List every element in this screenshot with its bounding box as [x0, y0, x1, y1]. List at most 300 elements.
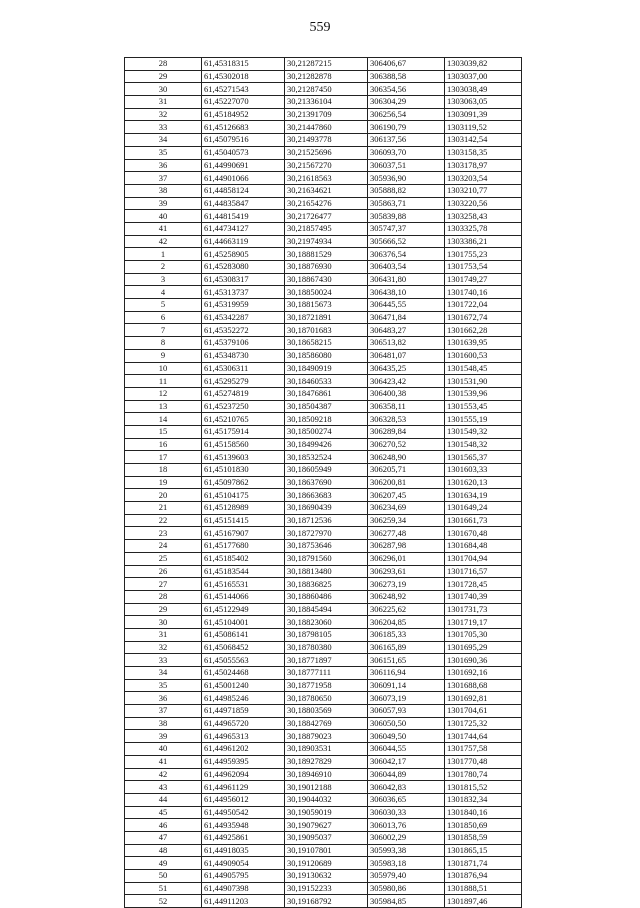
table-row — [125, 362, 522, 375]
latitude-cell: 61,44962094 — [202, 768, 285, 781]
point-number-cell: 27 — [125, 578, 202, 591]
latitude-cell: 61,45258905 — [202, 248, 285, 261]
latitude-cell: 61,45101830 — [202, 464, 285, 477]
x-coordinate-cell: 306304,29 — [368, 96, 445, 109]
latitude-cell: 61,45086141 — [202, 628, 285, 641]
longitude-cell: 30,21447860 — [285, 121, 368, 134]
table-row — [125, 387, 522, 400]
point-number-cell: 8 — [125, 337, 202, 350]
point-number-cell: 43 — [125, 781, 202, 794]
x-coordinate-cell: 306036,65 — [368, 793, 445, 806]
table-row — [125, 146, 522, 159]
x-coordinate-cell: 306091,14 — [368, 679, 445, 692]
x-coordinate-cell: 305666,52 — [368, 235, 445, 248]
latitude-cell: 61,44905795 — [202, 870, 285, 883]
latitude-cell: 61,45040573 — [202, 146, 285, 159]
point-number-cell: 31 — [125, 96, 202, 109]
y-coordinate-cell: 1301684,48 — [445, 540, 522, 553]
table-row — [125, 540, 522, 553]
x-coordinate-cell: 306225,62 — [368, 603, 445, 616]
x-coordinate-cell: 306205,71 — [368, 464, 445, 477]
point-number-cell: 4 — [125, 286, 202, 299]
x-coordinate-cell: 306050,50 — [368, 717, 445, 730]
y-coordinate-cell: 1301692,81 — [445, 692, 522, 705]
x-coordinate-cell: 306049,50 — [368, 730, 445, 743]
longitude-cell: 30,21336104 — [285, 96, 368, 109]
point-number-cell: 25 — [125, 552, 202, 565]
latitude-cell: 61,44911203 — [202, 895, 285, 908]
point-number-cell: 36 — [125, 159, 202, 172]
latitude-cell: 61,44950542 — [202, 806, 285, 819]
y-coordinate-cell: 1303091,39 — [445, 108, 522, 121]
latitude-cell: 61,45175914 — [202, 425, 285, 438]
point-number-cell: 39 — [125, 730, 202, 743]
latitude-cell: 61,44815419 — [202, 210, 285, 223]
longitude-cell: 30,21493778 — [285, 134, 368, 147]
latitude-cell: 61,44901066 — [202, 172, 285, 185]
longitude-cell: 30,18712536 — [285, 514, 368, 527]
longitude-cell: 30,21287215 — [285, 58, 368, 71]
y-coordinate-cell: 1301649,24 — [445, 502, 522, 515]
x-coordinate-cell: 306093,70 — [368, 146, 445, 159]
longitude-cell: 30,18836825 — [285, 578, 368, 591]
latitude-cell: 61,45210765 — [202, 413, 285, 426]
y-coordinate-cell: 1301719,17 — [445, 616, 522, 629]
y-coordinate-cell: 1301672,74 — [445, 311, 522, 324]
table-row — [125, 527, 522, 540]
latitude-cell: 61,45139603 — [202, 451, 285, 464]
table-row — [125, 679, 522, 692]
latitude-cell: 61,45104001 — [202, 616, 285, 629]
page-number: 559 — [309, 20, 331, 35]
longitude-cell: 30,18860486 — [285, 590, 368, 603]
table-row — [125, 654, 522, 667]
latitude-cell: 61,45122949 — [202, 603, 285, 616]
y-coordinate-cell: 1301740,16 — [445, 286, 522, 299]
table-row — [125, 464, 522, 477]
x-coordinate-cell: 306483,27 — [368, 324, 445, 337]
point-number-cell: 41 — [125, 222, 202, 235]
longitude-cell: 30,18727970 — [285, 527, 368, 540]
latitude-cell: 61,44858124 — [202, 184, 285, 197]
longitude-cell: 30,18842769 — [285, 717, 368, 730]
point-number-cell: 35 — [125, 679, 202, 692]
y-coordinate-cell: 1301850,69 — [445, 819, 522, 832]
point-number-cell: 7 — [125, 324, 202, 337]
table-row — [125, 514, 522, 527]
latitude-cell: 61,44965313 — [202, 730, 285, 743]
longitude-cell: 30,18927829 — [285, 755, 368, 768]
longitude-cell: 30,21634621 — [285, 184, 368, 197]
table-row — [125, 870, 522, 883]
longitude-cell: 30,19168792 — [285, 895, 368, 908]
y-coordinate-cell: 1301553,45 — [445, 400, 522, 413]
x-coordinate-cell: 306190,79 — [368, 121, 445, 134]
latitude-cell: 61,45313737 — [202, 286, 285, 299]
x-coordinate-cell: 305984,85 — [368, 895, 445, 908]
x-coordinate-cell: 306037,51 — [368, 159, 445, 172]
y-coordinate-cell: 1301840,16 — [445, 806, 522, 819]
point-number-cell: 47 — [125, 831, 202, 844]
point-number-cell: 10 — [125, 362, 202, 375]
longitude-cell: 30,18823060 — [285, 616, 368, 629]
latitude-cell: 61,44918035 — [202, 844, 285, 857]
latitude-cell: 61,45104175 — [202, 489, 285, 502]
y-coordinate-cell: 1303325,78 — [445, 222, 522, 235]
longitude-cell: 30,21974934 — [285, 235, 368, 248]
table-row — [125, 121, 522, 134]
x-coordinate-cell: 306406,67 — [368, 58, 445, 71]
latitude-cell: 61,45165531 — [202, 578, 285, 591]
x-coordinate-cell: 306431,80 — [368, 273, 445, 286]
longitude-cell: 30,18798105 — [285, 628, 368, 641]
x-coordinate-cell: 306165,89 — [368, 641, 445, 654]
y-coordinate-cell: 1301871,74 — [445, 857, 522, 870]
latitude-cell: 61,44959395 — [202, 755, 285, 768]
longitude-cell: 30,18460533 — [285, 375, 368, 388]
latitude-cell: 61,44734127 — [202, 222, 285, 235]
table-row — [125, 692, 522, 705]
point-number-cell: 38 — [125, 717, 202, 730]
y-coordinate-cell: 1301600,53 — [445, 349, 522, 362]
longitude-cell: 30,18637690 — [285, 476, 368, 489]
longitude-cell: 30,21618563 — [285, 172, 368, 185]
y-coordinate-cell: 1301865,15 — [445, 844, 522, 857]
y-coordinate-cell: 1303386,21 — [445, 235, 522, 248]
y-coordinate-cell: 1303119,52 — [445, 121, 522, 134]
point-number-cell: 14 — [125, 413, 202, 426]
y-coordinate-cell: 1301716,57 — [445, 565, 522, 578]
point-number-cell: 28 — [125, 590, 202, 603]
point-number-cell: 42 — [125, 235, 202, 248]
table-row — [125, 159, 522, 172]
longitude-cell: 30,18586080 — [285, 349, 368, 362]
longitude-cell: 30,18813480 — [285, 565, 368, 578]
x-coordinate-cell: 306328,53 — [368, 413, 445, 426]
y-coordinate-cell: 1301549,32 — [445, 425, 522, 438]
y-coordinate-cell: 1301858,59 — [445, 831, 522, 844]
table-row — [125, 730, 522, 743]
longitude-cell: 30,18658215 — [285, 337, 368, 350]
coordinates-table — [124, 57, 522, 908]
longitude-cell: 30,18815673 — [285, 299, 368, 312]
x-coordinate-cell: 305979,40 — [368, 870, 445, 883]
table-row — [125, 793, 522, 806]
x-coordinate-cell: 306116,94 — [368, 667, 445, 680]
y-coordinate-cell: 1301888,51 — [445, 882, 522, 895]
longitude-cell: 30,19012188 — [285, 781, 368, 794]
x-coordinate-cell: 306044,89 — [368, 768, 445, 781]
point-number-cell: 29 — [125, 70, 202, 83]
x-coordinate-cell: 306200,81 — [368, 476, 445, 489]
point-number-cell: 39 — [125, 197, 202, 210]
x-coordinate-cell: 306042,83 — [368, 781, 445, 794]
point-number-cell: 24 — [125, 540, 202, 553]
point-number-cell: 41 — [125, 755, 202, 768]
longitude-cell: 30,18490919 — [285, 362, 368, 375]
longitude-cell: 30,18850024 — [285, 286, 368, 299]
y-coordinate-cell: 1301692,16 — [445, 667, 522, 680]
x-coordinate-cell: 305839,88 — [368, 210, 445, 223]
longitude-cell: 30,21391709 — [285, 108, 368, 121]
y-coordinate-cell: 1301780,74 — [445, 768, 522, 781]
y-coordinate-cell: 1301670,48 — [445, 527, 522, 540]
point-number-cell: 30 — [125, 83, 202, 96]
point-number-cell: 12 — [125, 387, 202, 400]
y-coordinate-cell: 1301704,61 — [445, 705, 522, 718]
point-number-cell: 37 — [125, 705, 202, 718]
latitude-cell: 61,45158560 — [202, 438, 285, 451]
longitude-cell: 30,19130632 — [285, 870, 368, 883]
latitude-cell: 61,45283080 — [202, 261, 285, 274]
longitude-cell: 30,18504387 — [285, 400, 368, 413]
table-row — [125, 641, 522, 654]
longitude-cell: 30,18791560 — [285, 552, 368, 565]
x-coordinate-cell: 306030,33 — [368, 806, 445, 819]
point-number-cell: 29 — [125, 603, 202, 616]
latitude-cell: 61,45079516 — [202, 134, 285, 147]
latitude-cell: 61,45227070 — [202, 96, 285, 109]
longitude-cell: 30,18771897 — [285, 654, 368, 667]
y-coordinate-cell: 1301740,39 — [445, 590, 522, 603]
table-row — [125, 108, 522, 121]
point-number-cell: 38 — [125, 184, 202, 197]
y-coordinate-cell: 1303142,54 — [445, 134, 522, 147]
latitude-cell: 61,45319959 — [202, 299, 285, 312]
table-row — [125, 235, 522, 248]
point-number-cell: 40 — [125, 210, 202, 223]
point-number-cell: 15 — [125, 425, 202, 438]
latitude-cell: 61,45318315 — [202, 58, 285, 71]
point-number-cell: 11 — [125, 375, 202, 388]
x-coordinate-cell: 306403,54 — [368, 261, 445, 274]
point-number-cell: 9 — [125, 349, 202, 362]
longitude-cell: 30,18780380 — [285, 641, 368, 654]
x-coordinate-cell: 306248,92 — [368, 590, 445, 603]
x-coordinate-cell: 306234,69 — [368, 502, 445, 515]
x-coordinate-cell: 305983,18 — [368, 857, 445, 870]
latitude-cell: 61,45302018 — [202, 70, 285, 83]
latitude-cell: 61,45306311 — [202, 362, 285, 375]
x-coordinate-cell: 306073,19 — [368, 692, 445, 705]
point-number-cell: 34 — [125, 667, 202, 680]
table-row — [125, 616, 522, 629]
longitude-cell: 30,18881529 — [285, 248, 368, 261]
x-coordinate-cell: 306151,65 — [368, 654, 445, 667]
y-coordinate-cell: 1301688,68 — [445, 679, 522, 692]
latitude-cell: 61,45308317 — [202, 273, 285, 286]
point-number-cell: 5 — [125, 299, 202, 312]
point-number-cell: 36 — [125, 692, 202, 705]
latitude-cell: 61,45068452 — [202, 641, 285, 654]
x-coordinate-cell: 306445,55 — [368, 299, 445, 312]
table-row — [125, 476, 522, 489]
y-coordinate-cell: 1301744,64 — [445, 730, 522, 743]
longitude-cell: 30,18663683 — [285, 489, 368, 502]
point-number-cell: 2 — [125, 261, 202, 274]
point-number-cell: 37 — [125, 172, 202, 185]
x-coordinate-cell: 306296,01 — [368, 552, 445, 565]
table-row — [125, 857, 522, 870]
table-row — [125, 349, 522, 362]
latitude-cell: 61,45177680 — [202, 540, 285, 553]
x-coordinate-cell: 306400,38 — [368, 387, 445, 400]
x-coordinate-cell: 306423,42 — [368, 375, 445, 388]
latitude-cell: 61,45144066 — [202, 590, 285, 603]
x-coordinate-cell: 306185,33 — [368, 628, 445, 641]
y-coordinate-cell: 1301555,19 — [445, 413, 522, 426]
y-coordinate-cell: 1301661,73 — [445, 514, 522, 527]
table-row — [125, 438, 522, 451]
x-coordinate-cell: 306354,56 — [368, 83, 445, 96]
x-coordinate-cell: 305888,82 — [368, 184, 445, 197]
latitude-cell: 61,45126683 — [202, 121, 285, 134]
latitude-cell: 61,44909054 — [202, 857, 285, 870]
table-row — [125, 324, 522, 337]
point-number-cell: 52 — [125, 895, 202, 908]
x-coordinate-cell: 306137,56 — [368, 134, 445, 147]
longitude-cell: 30,18605949 — [285, 464, 368, 477]
longitude-cell: 30,18780650 — [285, 692, 368, 705]
longitude-cell: 30,18721891 — [285, 311, 368, 324]
x-coordinate-cell: 306044,55 — [368, 743, 445, 756]
latitude-cell: 61,45274819 — [202, 387, 285, 400]
table-row — [125, 286, 522, 299]
point-number-cell: 20 — [125, 489, 202, 502]
x-coordinate-cell: 306481,07 — [368, 349, 445, 362]
longitude-cell: 30,21525696 — [285, 146, 368, 159]
table-row — [125, 299, 522, 312]
latitude-cell: 61,45183544 — [202, 565, 285, 578]
table-row — [125, 184, 522, 197]
y-coordinate-cell: 1301755,23 — [445, 248, 522, 261]
point-number-cell: 22 — [125, 514, 202, 527]
latitude-cell: 61,45055563 — [202, 654, 285, 667]
x-coordinate-cell: 306248,90 — [368, 451, 445, 464]
longitude-cell: 30,19059019 — [285, 806, 368, 819]
point-number-cell: 23 — [125, 527, 202, 540]
table-row — [125, 781, 522, 794]
x-coordinate-cell: 306259,34 — [368, 514, 445, 527]
table-row — [125, 400, 522, 413]
longitude-cell: 30,18701683 — [285, 324, 368, 337]
point-number-cell: 33 — [125, 121, 202, 134]
longitude-cell: 30,18500274 — [285, 425, 368, 438]
latitude-cell: 61,45237250 — [202, 400, 285, 413]
latitude-cell: 61,44961202 — [202, 743, 285, 756]
y-coordinate-cell: 1301539,96 — [445, 387, 522, 400]
y-coordinate-cell: 1301690,36 — [445, 654, 522, 667]
point-number-cell: 51 — [125, 882, 202, 895]
table-row — [125, 425, 522, 438]
latitude-cell: 61,44990691 — [202, 159, 285, 172]
y-coordinate-cell: 1301832,34 — [445, 793, 522, 806]
point-number-cell: 1 — [125, 248, 202, 261]
latitude-cell: 61,45348730 — [202, 349, 285, 362]
y-coordinate-cell: 1301634,19 — [445, 489, 522, 502]
longitude-cell: 30,19079627 — [285, 819, 368, 832]
longitude-cell: 30,18845494 — [285, 603, 368, 616]
longitude-cell: 30,18946910 — [285, 768, 368, 781]
table-row — [125, 628, 522, 641]
y-coordinate-cell: 1301897,46 — [445, 895, 522, 908]
table-row — [125, 197, 522, 210]
table-row — [125, 806, 522, 819]
x-coordinate-cell: 306438,10 — [368, 286, 445, 299]
latitude-cell: 61,44965720 — [202, 717, 285, 730]
point-number-cell: 28 — [125, 58, 202, 71]
table-row — [125, 502, 522, 515]
longitude-cell: 30,18867430 — [285, 273, 368, 286]
x-coordinate-cell: 306376,54 — [368, 248, 445, 261]
table-row — [125, 311, 522, 324]
y-coordinate-cell: 1301757,58 — [445, 743, 522, 756]
longitude-cell: 30,18879023 — [285, 730, 368, 743]
point-number-cell: 32 — [125, 641, 202, 654]
table-row — [125, 705, 522, 718]
y-coordinate-cell: 1301753,54 — [445, 261, 522, 274]
latitude-cell: 61,45097862 — [202, 476, 285, 489]
y-coordinate-cell: 1301770,48 — [445, 755, 522, 768]
y-coordinate-cell: 1303220,56 — [445, 197, 522, 210]
y-coordinate-cell: 1303038,49 — [445, 83, 522, 96]
y-coordinate-cell: 1301695,29 — [445, 641, 522, 654]
table-row — [125, 413, 522, 426]
x-coordinate-cell: 305980,86 — [368, 882, 445, 895]
point-number-cell: 50 — [125, 870, 202, 883]
latitude-cell: 61,45295279 — [202, 375, 285, 388]
point-number-cell: 34 — [125, 134, 202, 147]
y-coordinate-cell: 1301728,45 — [445, 578, 522, 591]
y-coordinate-cell: 1303158,35 — [445, 146, 522, 159]
longitude-cell: 30,21282878 — [285, 70, 368, 83]
table-row — [125, 578, 522, 591]
x-coordinate-cell: 306207,45 — [368, 489, 445, 502]
x-coordinate-cell: 306013,76 — [368, 819, 445, 832]
table-row — [125, 717, 522, 730]
table-row — [125, 565, 522, 578]
y-coordinate-cell: 1301548,32 — [445, 438, 522, 451]
latitude-cell: 61,45024468 — [202, 667, 285, 680]
y-coordinate-cell: 1301603,33 — [445, 464, 522, 477]
point-number-cell: 42 — [125, 768, 202, 781]
x-coordinate-cell: 306289,84 — [368, 425, 445, 438]
longitude-cell: 30,21654276 — [285, 197, 368, 210]
y-coordinate-cell: 1303258,43 — [445, 210, 522, 223]
longitude-cell: 30,21726477 — [285, 210, 368, 223]
point-number-cell: 40 — [125, 743, 202, 756]
latitude-cell: 61,44935948 — [202, 819, 285, 832]
x-coordinate-cell: 306057,93 — [368, 705, 445, 718]
latitude-cell: 61,45184952 — [202, 108, 285, 121]
coordinates-table-body — [125, 58, 522, 908]
point-number-cell: 13 — [125, 400, 202, 413]
latitude-cell: 61,45001240 — [202, 679, 285, 692]
point-number-cell: 49 — [125, 857, 202, 870]
table-row — [125, 261, 522, 274]
table-row — [125, 222, 522, 235]
point-number-cell: 6 — [125, 311, 202, 324]
point-number-cell: 19 — [125, 476, 202, 489]
longitude-cell: 30,18876930 — [285, 261, 368, 274]
y-coordinate-cell: 1303063,05 — [445, 96, 522, 109]
longitude-cell: 30,18771958 — [285, 679, 368, 692]
x-coordinate-cell: 306204,85 — [368, 616, 445, 629]
x-coordinate-cell: 306388,58 — [368, 70, 445, 83]
latitude-cell: 61,44961129 — [202, 781, 285, 794]
point-number-cell: 17 — [125, 451, 202, 464]
point-number-cell: 26 — [125, 565, 202, 578]
